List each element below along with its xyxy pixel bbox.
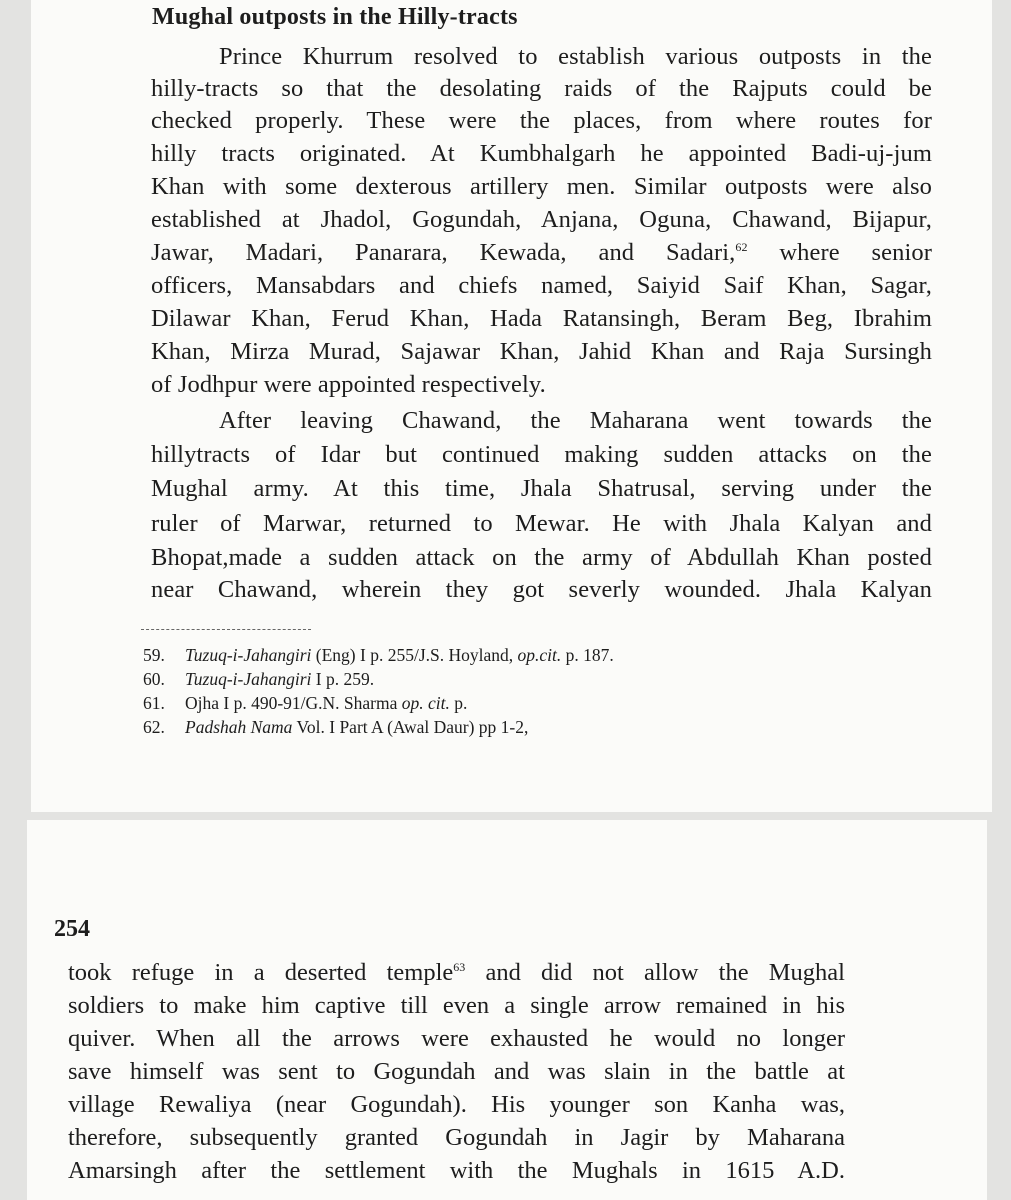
footnote-title: Tuzuq-i-Jahangiri <box>185 645 312 665</box>
top-page-scan <box>31 0 992 812</box>
footnote-divider <box>141 629 311 630</box>
text-line: hilly-tracts so that the desolating raids of the Rajputs could be <box>151 75 932 102</box>
footnote-text: I p. 259. <box>311 669 375 689</box>
footnote-text: (Eng) I p. 255/J.S. Hoyland, <box>311 645 518 665</box>
footnote <box>143 692 467 714</box>
text-line: save himself was sent to Gogundah and was slain in the battle at <box>68 1058 845 1085</box>
text-line: checked properly. These were the places, from where routes for <box>151 107 932 134</box>
text-line: hilly tracts originated. At Kumbhalgarh he appointed Badi-uj-jum <box>151 140 932 167</box>
footnote-title: Tuzuq-i-Jahangiri <box>185 669 312 689</box>
footnote-text: Vol. I Part A (Awal Daur) pp 1-2, <box>292 717 529 737</box>
text-span: Jawar, Madari, Panarara, Kewada, and Sadari, <box>151 239 736 266</box>
text-line: After leaving Chawand, the Maharana went towards the <box>219 407 932 434</box>
footnote <box>143 644 614 666</box>
bottom-page-scan <box>27 820 987 1200</box>
text-span: took refuge in a deserted temple <box>68 959 454 986</box>
text-line-with-footnote-ref <box>68 958 845 988</box>
text-line: therefore, subsequently granted Gogundah in Jagir by Maharana <box>68 1124 845 1151</box>
footnote-number: 60. <box>143 669 165 689</box>
footnote <box>143 668 374 690</box>
footnote-number: 59. <box>143 645 165 665</box>
text-line: officers, Mansabdars and chiefs named, Saiyid Saif Khan, Sagar, <box>151 272 932 299</box>
footnote-text: p. 187. <box>561 645 614 665</box>
text-line: Khan, Mirza Murad, Sajawar Khan, Jahid Khan and Raja Sursingh <box>151 338 932 365</box>
footnote <box>143 716 528 738</box>
text-span: and did not allow the Mughal <box>465 959 845 986</box>
footnote-text: Ojha I p. 490-91/G.N. Sharma <box>185 693 402 713</box>
footnote-number: 62. <box>143 717 165 737</box>
page-number: 254 <box>54 916 90 942</box>
footnote-ref: 62 <box>735 239 748 254</box>
footnote-citation: op.cit. <box>517 645 562 665</box>
text-line: of Jodhpur were appointed respectively. <box>151 371 546 398</box>
text-line-with-footnote-ref <box>151 238 932 268</box>
text-line: quiver. When all the arrows were exhausted he would no longer <box>68 1025 845 1052</box>
text-line: ruler of Marwar, returned to Mewar. He with Jhala Kalyan and <box>151 510 932 537</box>
text-line: near Chawand, wherein they got severly wounded. Jhala Kalyan <box>151 576 932 603</box>
text-line: village Rewaliya (near Gogundah). His younger son Kanha was, <box>68 1091 845 1118</box>
footnote-ref: 63 <box>453 959 466 974</box>
footnote-title: Padshah Nama <box>185 717 293 737</box>
text-line: hillytracts of Idar but continued making sudden attacks on the <box>151 441 932 468</box>
text-line: soldiers to make him captive till even a single arrow remained in his <box>68 992 845 1019</box>
text-line: Mughal army. At this time, Jhala Shatrusal, serving under the <box>151 475 932 502</box>
text-span: where senior <box>747 239 932 266</box>
text-line: Bhopat,made a sudden attack on the army of Abdullah Khan posted <box>151 544 932 571</box>
text-line: Amarsingh after the settlement with the Mughals in 1615 A.D. <box>68 1157 845 1184</box>
section-heading: Mughal outposts in the Hilly-tracts <box>152 4 518 30</box>
text-line: established at Jhadol, Gogundah, Anjana, Oguna, Chawand, Bijapur, <box>151 206 932 233</box>
footnote-text: p. <box>449 693 468 713</box>
text-line: Dilawar Khan, Ferud Khan, Hada Ratansingh, Beram Beg, Ibrahim <box>151 305 932 332</box>
footnote-citation: op. cit. <box>401 693 450 713</box>
text-line: Prince Khurrum resolved to establish various outposts in the <box>219 43 932 70</box>
text-line: Khan with some dexterous artillery men. Similar outposts were also <box>151 173 932 200</box>
footnote-number: 61. <box>143 693 165 713</box>
